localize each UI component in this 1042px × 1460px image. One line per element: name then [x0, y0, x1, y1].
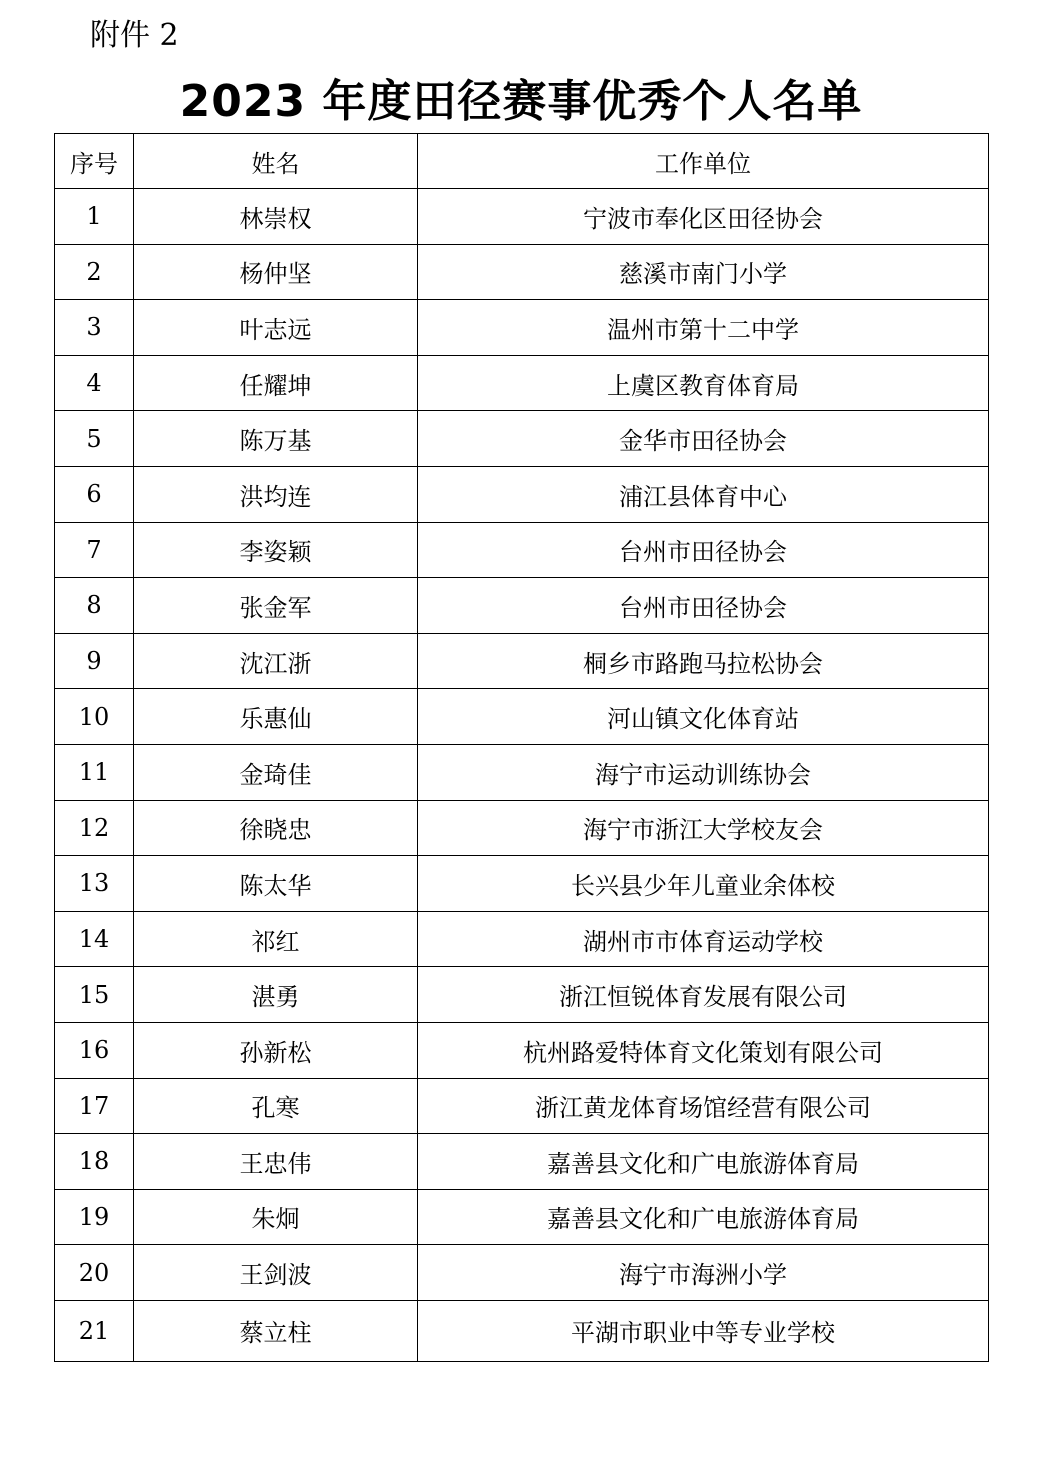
cell-serial-number: 11	[55, 744, 134, 800]
cell-name: 沈江浙	[134, 633, 418, 689]
cell-serial-number: 10	[55, 689, 134, 745]
cell-serial-number: 1	[55, 189, 134, 245]
table-row	[55, 1134, 989, 1190]
cell-work-unit: 浦江县体育中心	[418, 466, 989, 522]
cell-name: 陈万基	[134, 411, 418, 467]
table-row	[55, 1189, 989, 1245]
cell-work-unit: 金华市田径协会	[418, 411, 989, 467]
cell-work-unit: 宁波市奉化区田径协会	[418, 189, 989, 245]
cell-serial-number: 21	[55, 1300, 134, 1361]
table-row	[55, 1245, 989, 1301]
attachment-label: 附件 2	[90, 18, 179, 53]
table-row	[55, 856, 989, 912]
cell-name: 金琦佳	[134, 744, 418, 800]
table-row	[55, 244, 989, 300]
cell-name: 蔡立柱	[134, 1300, 418, 1361]
cell-name: 陈太华	[134, 856, 418, 912]
table-row	[55, 300, 989, 356]
cell-work-unit: 桐乡市路跑马拉松协会	[418, 633, 989, 689]
table-row	[55, 466, 989, 522]
cell-name: 乐惠仙	[134, 689, 418, 745]
cell-name: 徐晓忠	[134, 800, 418, 856]
table-row	[55, 355, 989, 411]
cell-work-unit: 杭州路爱特体育文化策划有限公司	[418, 1022, 989, 1078]
cell-work-unit: 嘉善县文化和广电旅游体育局	[418, 1134, 989, 1190]
table-row	[55, 411, 989, 467]
cell-work-unit: 河山镇文化体育站	[418, 689, 989, 745]
cell-serial-number: 5	[55, 411, 134, 467]
table-row	[55, 1022, 989, 1078]
cell-name: 林崇权	[134, 189, 418, 245]
table-row	[55, 911, 989, 967]
document-title: 2023 年度田径赛事优秀个人名单	[179, 76, 863, 127]
table-row	[55, 744, 989, 800]
table-body	[55, 189, 989, 1362]
cell-serial-number: 3	[55, 300, 134, 356]
cell-work-unit: 嘉善县文化和广电旅游体育局	[418, 1189, 989, 1245]
table-row	[55, 633, 989, 689]
header-serial-number: 序号	[55, 134, 134, 189]
cell-name: 朱炯	[134, 1189, 418, 1245]
cell-work-unit: 台州市田径协会	[418, 522, 989, 578]
cell-name: 张金军	[134, 578, 418, 634]
cell-name: 任耀坤	[134, 355, 418, 411]
cell-serial-number: 12	[55, 800, 134, 856]
cell-serial-number: 18	[55, 1134, 134, 1190]
cell-serial-number: 2	[55, 244, 134, 300]
cell-name: 祁红	[134, 911, 418, 967]
cell-name: 李姿颖	[134, 522, 418, 578]
table-row	[55, 689, 989, 745]
cell-work-unit: 海宁市海洲小学	[418, 1245, 989, 1301]
cell-serial-number: 6	[55, 466, 134, 522]
table-row	[55, 967, 989, 1023]
table-row	[55, 800, 989, 856]
cell-name: 孙新松	[134, 1022, 418, 1078]
cell-name: 杨仲坚	[134, 244, 418, 300]
cell-work-unit: 海宁市运动训练协会	[418, 744, 989, 800]
table-row	[55, 189, 989, 245]
cell-serial-number: 19	[55, 1189, 134, 1245]
cell-work-unit: 台州市田径协会	[418, 578, 989, 634]
table-row	[55, 1300, 989, 1361]
table-header-row	[55, 134, 989, 189]
honoree-table	[54, 133, 989, 1362]
cell-serial-number: 16	[55, 1022, 134, 1078]
cell-work-unit: 温州市第十二中学	[418, 300, 989, 356]
header-work-unit: 工作单位	[418, 134, 989, 189]
cell-serial-number: 8	[55, 578, 134, 634]
cell-serial-number: 14	[55, 911, 134, 967]
table-row	[55, 1078, 989, 1134]
cell-work-unit: 上虞区教育体育局	[418, 355, 989, 411]
header-name: 姓名	[134, 134, 418, 189]
cell-name: 洪均连	[134, 466, 418, 522]
cell-work-unit: 浙江恒锐体育发展有限公司	[418, 967, 989, 1023]
cell-name: 王剑波	[134, 1245, 418, 1301]
cell-work-unit: 湖州市市体育运动学校	[418, 911, 989, 967]
table-row	[55, 522, 989, 578]
cell-work-unit: 平湖市职业中等专业学校	[418, 1300, 989, 1361]
cell-work-unit: 浙江黄龙体育场馆经营有限公司	[418, 1078, 989, 1134]
cell-serial-number: 17	[55, 1078, 134, 1134]
cell-serial-number: 20	[55, 1245, 134, 1301]
table-row	[55, 578, 989, 634]
cell-name: 王忠伟	[134, 1134, 418, 1190]
cell-name: 湛勇	[134, 967, 418, 1023]
cell-serial-number: 9	[55, 633, 134, 689]
cell-name: 叶志远	[134, 300, 418, 356]
cell-serial-number: 4	[55, 355, 134, 411]
cell-work-unit: 慈溪市南门小学	[418, 244, 989, 300]
cell-name: 孔寒	[134, 1078, 418, 1134]
cell-work-unit: 长兴县少年儿童业余体校	[418, 856, 989, 912]
cell-work-unit: 海宁市浙江大学校友会	[418, 800, 989, 856]
cell-serial-number: 15	[55, 967, 134, 1023]
cell-serial-number: 13	[55, 856, 134, 912]
cell-serial-number: 7	[55, 522, 134, 578]
